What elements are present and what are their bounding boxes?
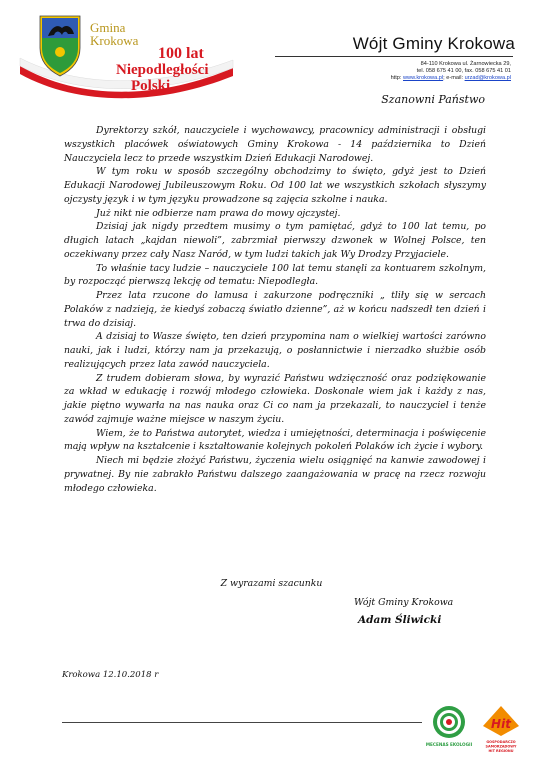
web-prefix: http: <box>390 75 404 81</box>
logo-krokowa-text: Krokowa <box>90 33 139 48</box>
paragraph-1: Dyrektorzy szkół, nauczyciele i wychowawcy, pracownicy administracji i obsługi wszystkich placówek oświatowych Gminy Krokowa - 14 października to Dzień Nauczyciela lecz to przede wszystkim Dzień Edukacji Narodowej. <box>64 125 486 164</box>
footer-divider <box>62 722 422 723</box>
paragraph-5: To właśnie tacy ludzie – nauczyciele 100 lat temu stanęli za kontuarem szkolnym, by rozpocząć pierwszą lekcję od tematu: Niepodległa. <box>64 262 486 288</box>
paragraph-3: Już nikt nie odbierze nam prawa do mowy ojczystej. <box>96 207 341 219</box>
letter-body <box>64 124 486 495</box>
signature-title: Wójt Gminy Krokowa <box>354 597 454 608</box>
badge2-caption-3: HIT REGIONU <box>488 749 514 753</box>
letter-greeting: Szanowni Państwo <box>381 93 485 106</box>
paragraph-8: Z trudem dobieram słowa, by wyrazić Państwu wdzięczność oraz podziękowanie za wkład w edukację i rozwój młodego człowieka. Doskonale wiem jak i każdy z nas, jakie piętno wywarła na nas nauka oraz Ci co nam ja przekazali, to nauczyciel i tenże zawód zajmuje ważne miejsce w naszym życiu. <box>64 372 486 425</box>
header-divider <box>275 56 513 57</box>
paragraph-2: W tym roku w sposób szczególny obchodzimy to święto, gdyż jest to Dzień Edukacji Narodowej Jubileuszowym Roku. Od 100 lat we wszystkich szkołach słyszymy ojczysty język i w tym języku prowadzone są zajęcia szkolne i nauka. <box>64 166 486 205</box>
email-link[interactable]: urzad@krokowa.pl <box>464 75 511 81</box>
paragraph-7: A dzisiaj to Wasze święto, ten dzień przypomina nam o wielkiej wartości zarówno nauki, jak i ludzi, którzy nam ja przekazują, o posłannictwie i nierzadko służbie osób realizujących przez lata zawód nauczyciela. <box>64 331 486 370</box>
letter-closing: Z wyrazami szacunku <box>220 578 323 589</box>
letter-date: Krokowa 12.10.2018 r <box>62 670 159 680</box>
badge2-caption-2: SAMORZĄDOWY <box>485 744 517 749</box>
website-link[interactable]: www.krokowa.pl <box>403 75 444 81</box>
anniversary-100-lat: 100 lat <box>158 45 204 62</box>
badge1-caption: MECENAS EKOLOGII <box>425 742 473 747</box>
paragraph-4: Dzisiaj jak nigdy przedtem musimy o tym pamiętać, gdyż to 100 lat temu, po długich latach „kajdan niewoli”, zabrzmiał pierwszy dzwonek w Wolnej Polsce, ten oczekiwany przez cały Nasz Naród, w tym ludzi takich jak Wy Drodzy Przyjaciele. <box>64 221 486 260</box>
phone-line: tel. 058 675 41 00, fax. 058 675 41 01 <box>416 68 511 74</box>
badge2-caption-1: GOSPODARCZO <box>486 740 516 744</box>
contact-line <box>391 75 511 82</box>
address-line: 84-110 Krokowa ul. Żarnowiecka 29, <box>420 61 511 67</box>
email-prefix: ; e-mail: <box>443 75 465 81</box>
paragraph-6: Przez lata rzucone do lamusa i zakurzone podręczniki „ tliły się w sercach Polaków z nadzieją, że kiedyś zobaczą światło dzienne”, aż w końcu nadszedł ten dzień i trwa do dzisiaj. <box>64 290 486 329</box>
mecenas-ekologii-badge-icon <box>425 704 473 752</box>
logo-gmina-text: Gmina <box>90 20 126 35</box>
anniversary-polski: Polski <box>131 78 171 94</box>
hit-regionu-badge-icon <box>481 704 521 756</box>
anniversary-niepodleglosci: Niepodległości <box>116 62 209 78</box>
badge2-word: Hit <box>491 717 511 731</box>
paragraph-9: Wiem, że to Państwa autorytet, wiedza i umiejętności, determinacja i poświęcenie mają wpływ na kształcenie i kształtowanie kolejnych pokoleń Polaków ich życie i wybory. <box>64 427 486 453</box>
signature-name: Adam Śliwicki <box>358 614 442 626</box>
office-title: Wójt Gminy Krokowa <box>352 34 515 53</box>
paragraph-10: Niech mi będzie złożyć Państwu, życzenia wielu osiągnięć na kanwie zawodowej i prywatnej. By nie zabrakło Państwu dalszego zaangażowania w pracę na rzecz rozwoju młodego człowieka. <box>64 455 486 494</box>
